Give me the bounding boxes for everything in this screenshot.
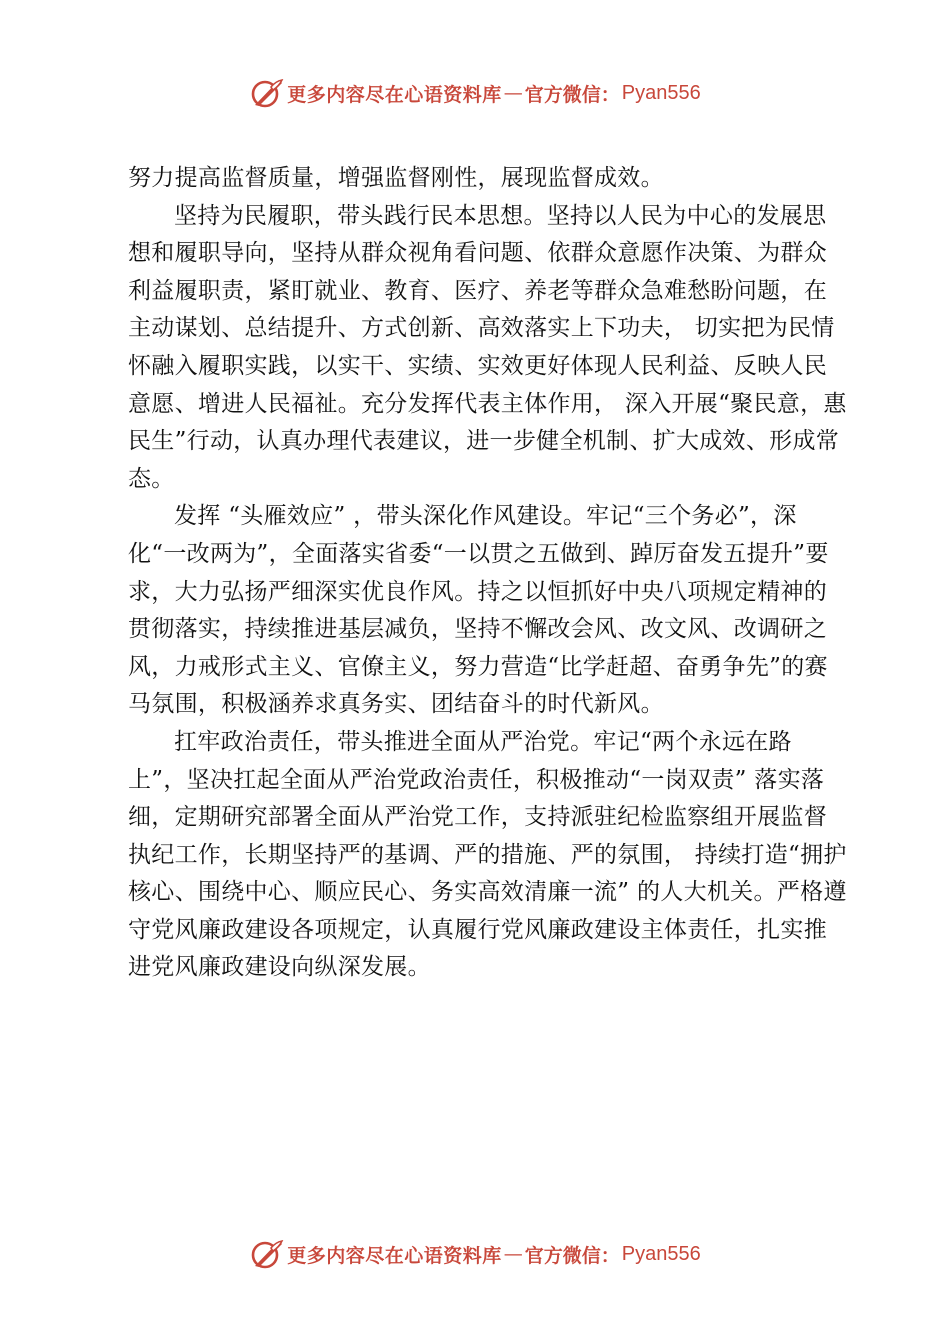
brand-text: 更多内容尽在心语资料库	[287, 1244, 502, 1267]
quill-pen-circle-icon	[249, 75, 285, 111]
header-banner	[0, 73, 950, 113]
banner-dash: —	[503, 82, 523, 104]
paragraph-serve-people: 坚持为民履职，带头践行民本思想。坚持以人民为中心的发展思想和履职导向，坚持从群众视角看问题、依群众意愿作决策、为群众利益履职责，紧盯就业、教育、医疗、养老等群众急难愁盼问题，在主动谋划、总结提升、方式创新、高效落实上下功夫， 切实把为民情怀融入履职实践，以实干、实绩、实效更好体现人民利益、反映人民意愿、增进人民福祉。充分发挥代表主体作用， 深入开展“聚民意，惠民生”行动，认真办理代表建议，进一步健全机制、扩大成效、形成常态。	[128, 202, 847, 492]
wechat-id: Pyan556	[621, 1242, 701, 1265]
official-wechat-label: 官方微信：	[524, 83, 620, 106]
quill-pen-circle-icon	[249, 1236, 285, 1272]
paragraph-continuation: 努力提高监督质量，增强监督刚性，展现监督成效。	[128, 165, 664, 191]
document-body	[128, 160, 848, 987]
paragraph-work-style: 发挥 “头雁效应” ，带头深化作风建设。牢记“三个务必”，深化“一改两为”，全面落实省委“一以贯之五做到、踔厉奋发五提升”要求，大力弘扬严细深实优良作风。持之以恒抓好中央八项规定精神的贯彻落实，持续推进基层减负，坚持不懈改会风、改文风、改调研之风，力戒形式主义、官僚主义，努力营造“比学赶超、奋勇争先”的赛马氛围，积极涵养求真务实、团结奋斗的时代新风。	[128, 503, 829, 718]
brand-text: 更多内容尽在心语资料库	[287, 83, 502, 106]
official-wechat-label: 官方微信：	[524, 1244, 620, 1267]
paragraph-party-governance: 扛牢政治责任，带头推进全面从严治党。牢记“两个永远在路上”，坚决扛起全面从严治党政治责任，积极推动“一岗双责” 落实落细，定期研究部署全面从严治党工作，支持派驻纪检监察组开展监督执纪工作，长期坚持严的基调、严的措施、严的氛围， 持续打造“拥护核心、围绕中心、顺应民心、务实高效清廉一流” 的人大机关。严格遵守党风廉政建设各项规定，认真履行党风廉政建设主体责任，扎实推进党风廉政建设向纵深发展。	[128, 728, 847, 981]
wechat-id: Pyan556	[621, 81, 701, 104]
footer-banner	[0, 1234, 950, 1274]
banner-dash: —	[503, 1243, 523, 1265]
